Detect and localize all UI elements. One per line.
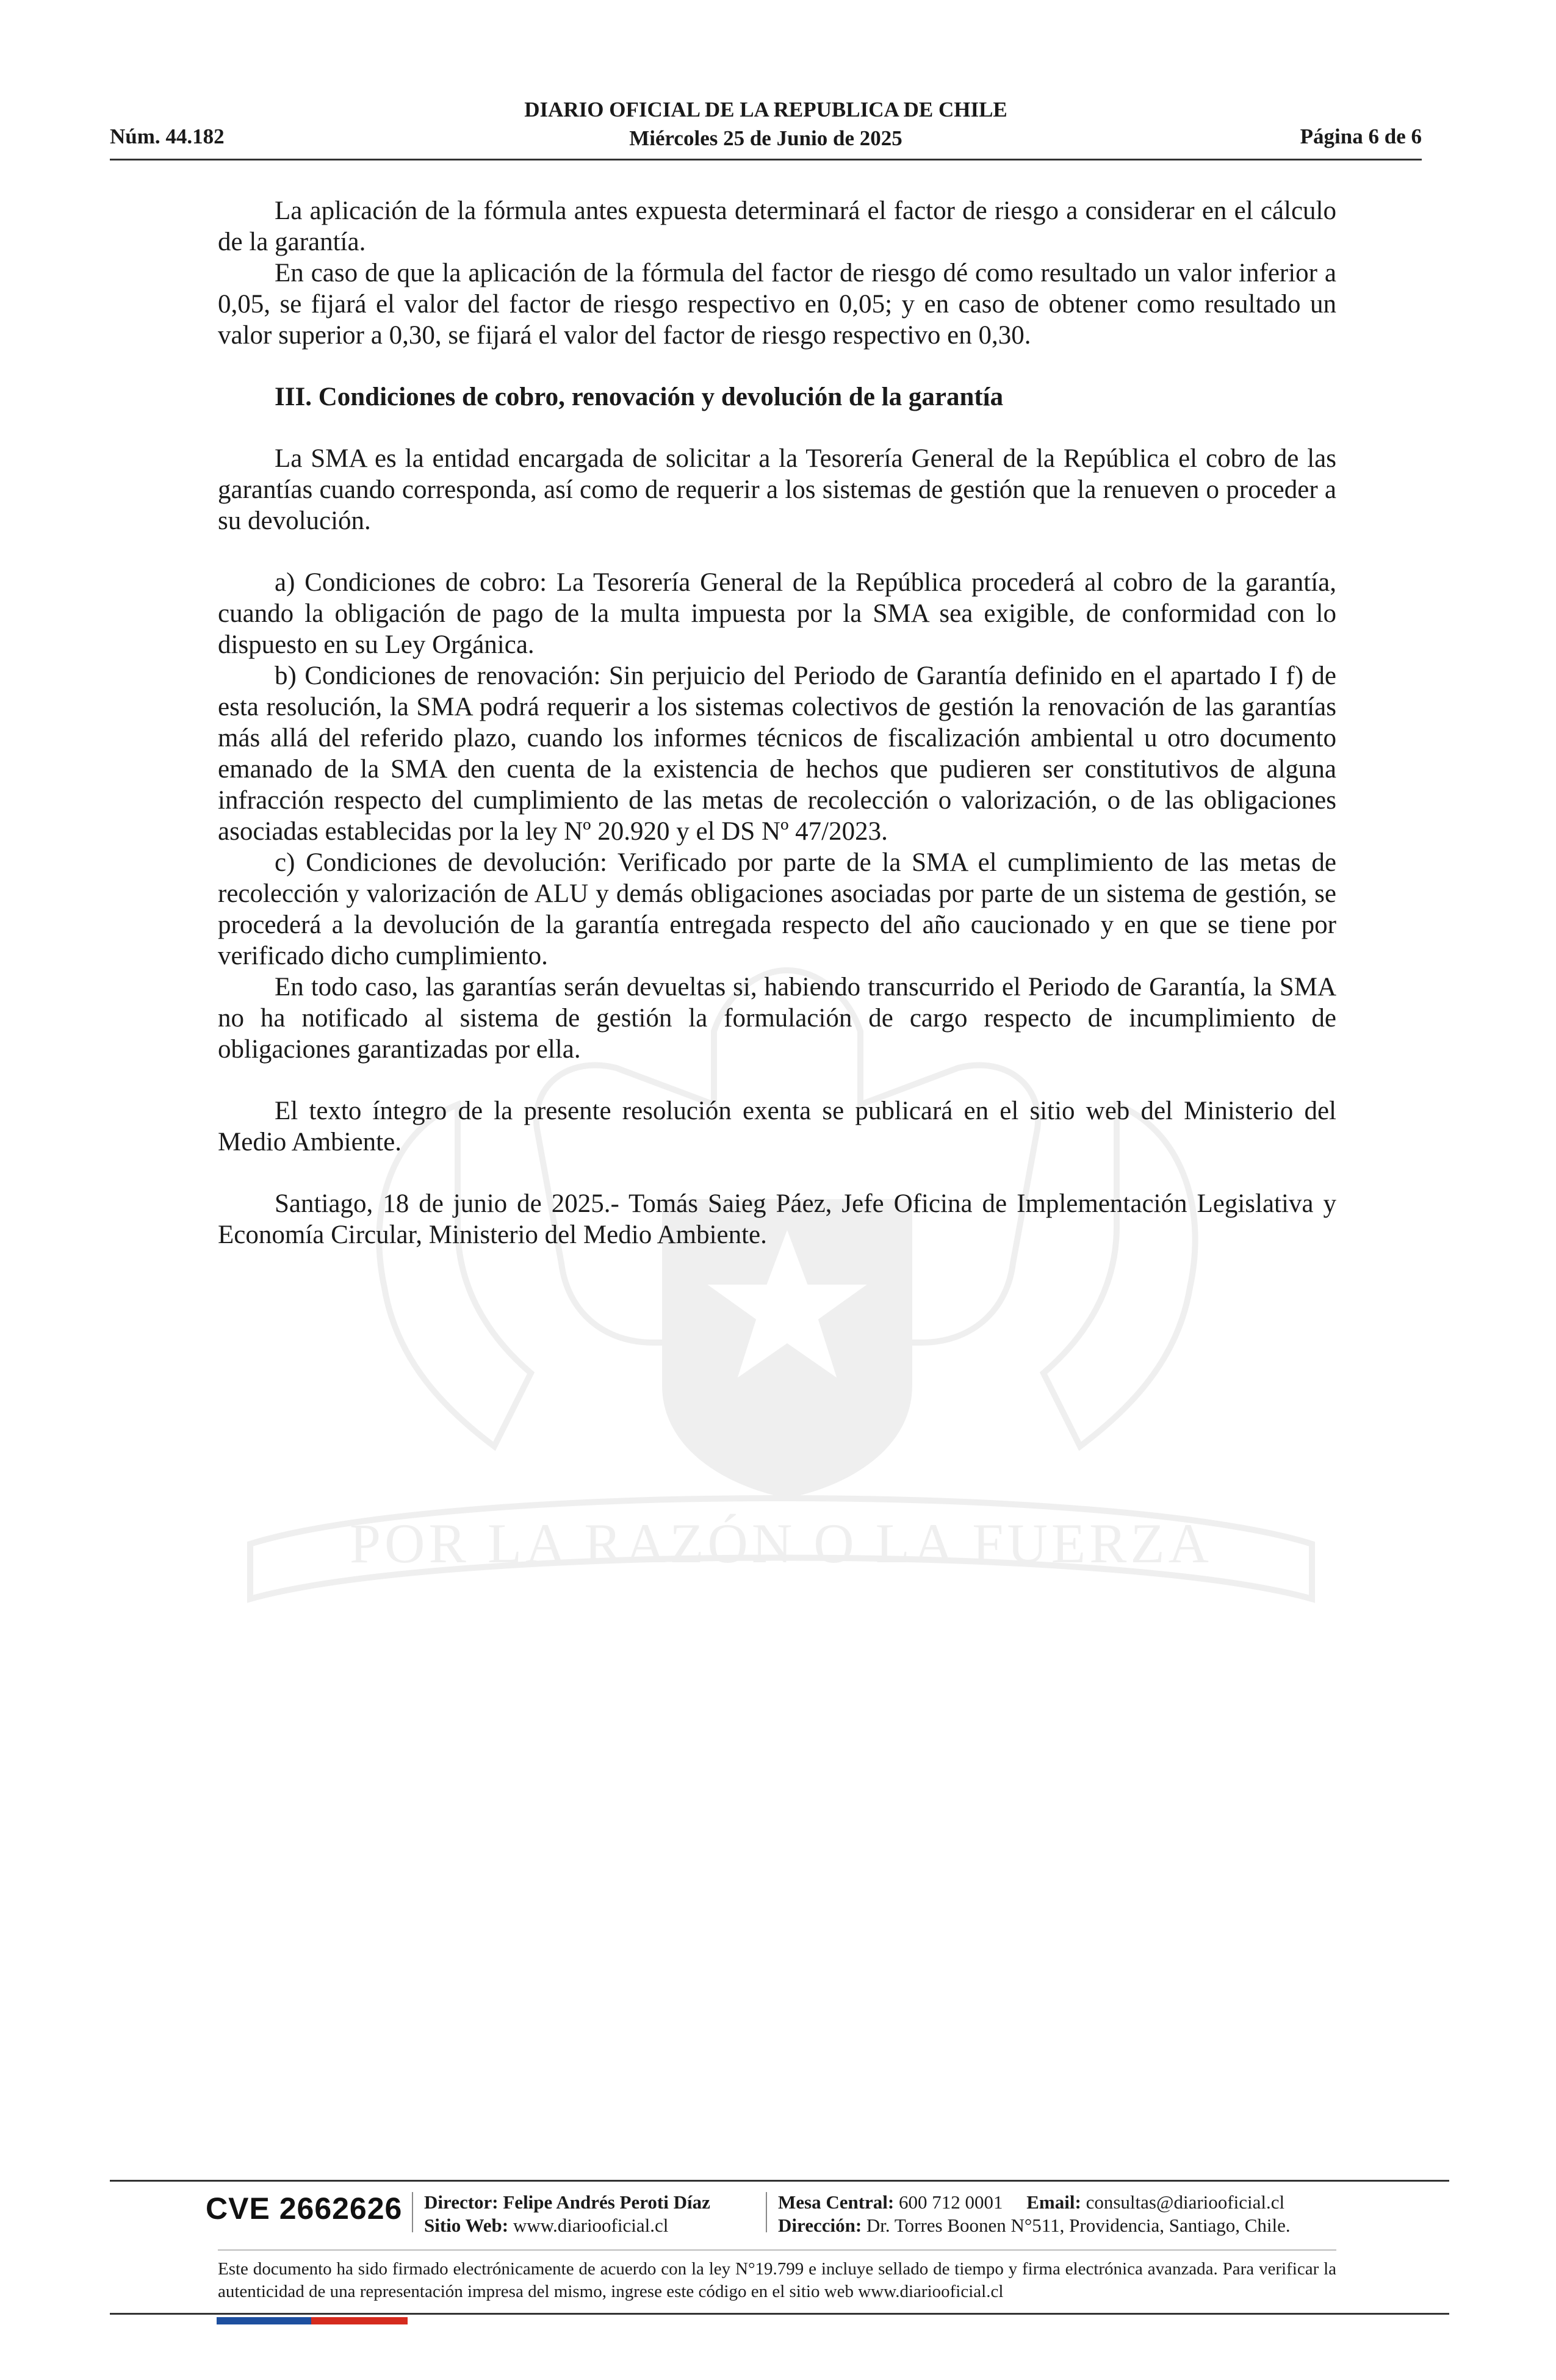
flag-stripe-blue xyxy=(217,2317,311,2324)
direccion-label: Dirección: xyxy=(778,2215,862,2236)
paragraph: La aplicación de la fórmula antes expuesta determinará el factor de riesgo a considerar en el cálculo de la garantía. xyxy=(218,197,1336,256)
director-label: Director: xyxy=(424,2191,499,2213)
footer-top-rule xyxy=(110,2180,1449,2182)
footer-mid-rule xyxy=(218,2249,1336,2251)
paragraph: En caso de que la aplicación de la fórmula del factor de riesgo dé como resultado un valor inferior a 0,05, se fijará el valor del factor de riesgo respectivo en 0,05; y en caso de obtener como resultado un valor superior a 0,30, se fijará el valor del factor de riesgo respectivo en 0,30. xyxy=(218,259,1336,350)
section-title: III. Condiciones de cobro, renovación y devolución de la garantía xyxy=(275,383,1004,411)
footer-separator xyxy=(766,2192,767,2232)
paragraph: En todo caso, las garantías serán devueltas si, habiendo transcurrido el Periodo de Garantía, la SMA no ha notificado al sistema de gestión la formulación de cargo respecto de incumplimiento de obligaciones garantizadas por ella. xyxy=(218,973,1336,1064)
issue-number: Núm. 44.182 xyxy=(110,124,225,148)
mesa-label: Mesa Central: xyxy=(778,2191,895,2213)
document-body xyxy=(218,195,1336,1250)
footer-separator xyxy=(412,2192,413,2232)
paragraph: a) Condiciones de cobro: La Tesorería General de la República procederá al cobro de la garantía, cuando la obligación de pago de la multa impuesta por la SMA sea exigible, de conformidad con lo dispuesto en su Ley Orgánica. xyxy=(218,568,1336,659)
paragraph: b) Condiciones de renovación: Sin perjuicio del Periodo de Garantía definido en el apartado I f) de esta resolución, la SMA podrá requerir a los sistemas colectivos de gestión la renovación de las garantías más allá del referido plazo, cuando los informes técnicos de fiscalización ambiental u otro documento emanado de la SMA den cuenta de la existencia de hechos que pudieren ser constitutivos de alguna infracción respecto del cumplimiento de las metas de recolección o valorización, o de las obligaciones asociadas establecidas por la ley Nº 20.920 y el DS Nº 47/2023. xyxy=(218,662,1336,846)
header-center xyxy=(110,95,1422,153)
email-link[interactable]: consultas@diariooficial.cl xyxy=(1086,2191,1285,2213)
legal-notice: Este documento ha sido firmado electrónicamente de acuerdo con la ley N°19.799 e incluye sellado de tiempo y firma electrónica avanzada. Para verificar la autenticidad de una representación impresa del mismo, ingrese este código en el sitio web www.diariooficial.cl xyxy=(218,2259,1336,2301)
paragraph: El texto íntegro de la presente resolución exenta se publicará en el sitio web del Ministerio del Medio Ambiente. xyxy=(218,1097,1336,1156)
watermark-motto: POR LA RAZÓN O LA FUERZA xyxy=(349,1512,1213,1574)
direccion-text: Dr. Torres Boonen N°511, Providencia, Santiago, Chile. xyxy=(866,2215,1291,2236)
cve-code: CVE 2662626 xyxy=(206,2191,403,2226)
footer-bottom-rule xyxy=(110,2313,1449,2315)
page-number: Página 6 de 6 xyxy=(1300,124,1422,148)
web-link[interactable]: www.diariooficial.cl xyxy=(513,2215,669,2236)
paragraph: La SMA es la entidad encargada de solicitar a la Tesorería General de la República el cobro de las garantías cuando corresponda, así como de requerir a los sistemas de gestión que la renueven o proceder a su devolución. xyxy=(218,444,1336,535)
mesa-phone: 600 712 0001 xyxy=(899,2191,1003,2213)
footer-contact-block xyxy=(778,2191,1291,2237)
publication-title: DIARIO OFICIAL DE LA REPUBLICA DE CHILE xyxy=(524,98,1007,121)
web-label: Sitio Web: xyxy=(424,2215,509,2236)
publication-date: Miércoles 25 de Junio de 2025 xyxy=(629,126,902,150)
director-name: Felipe Andrés Peroti Díaz xyxy=(503,2191,710,2213)
paragraph: c) Condiciones de devolución: Verificado por parte de la SMA el cumplimiento de las metas de recolección y valorización de ALU y demás obligaciones asociadas por parte de un sistema de gestión, se procederá a la devolución de la garantía entregada respecto del año caucionado y en que se tiene por verificado dicho cumplimiento. xyxy=(218,848,1336,970)
flag-stripe-red xyxy=(311,2317,408,2324)
footer-director-block xyxy=(424,2191,710,2237)
page-header xyxy=(110,93,1422,160)
email-label: Email: xyxy=(1026,2191,1081,2213)
signature-paragraph: Santiago, 18 de junio de 2025.- Tomás Saieg Páez, Jefe Oficina de Implementación Legislativa y Economía Circular, Ministerio del Medio Ambiente. xyxy=(218,1189,1336,1249)
